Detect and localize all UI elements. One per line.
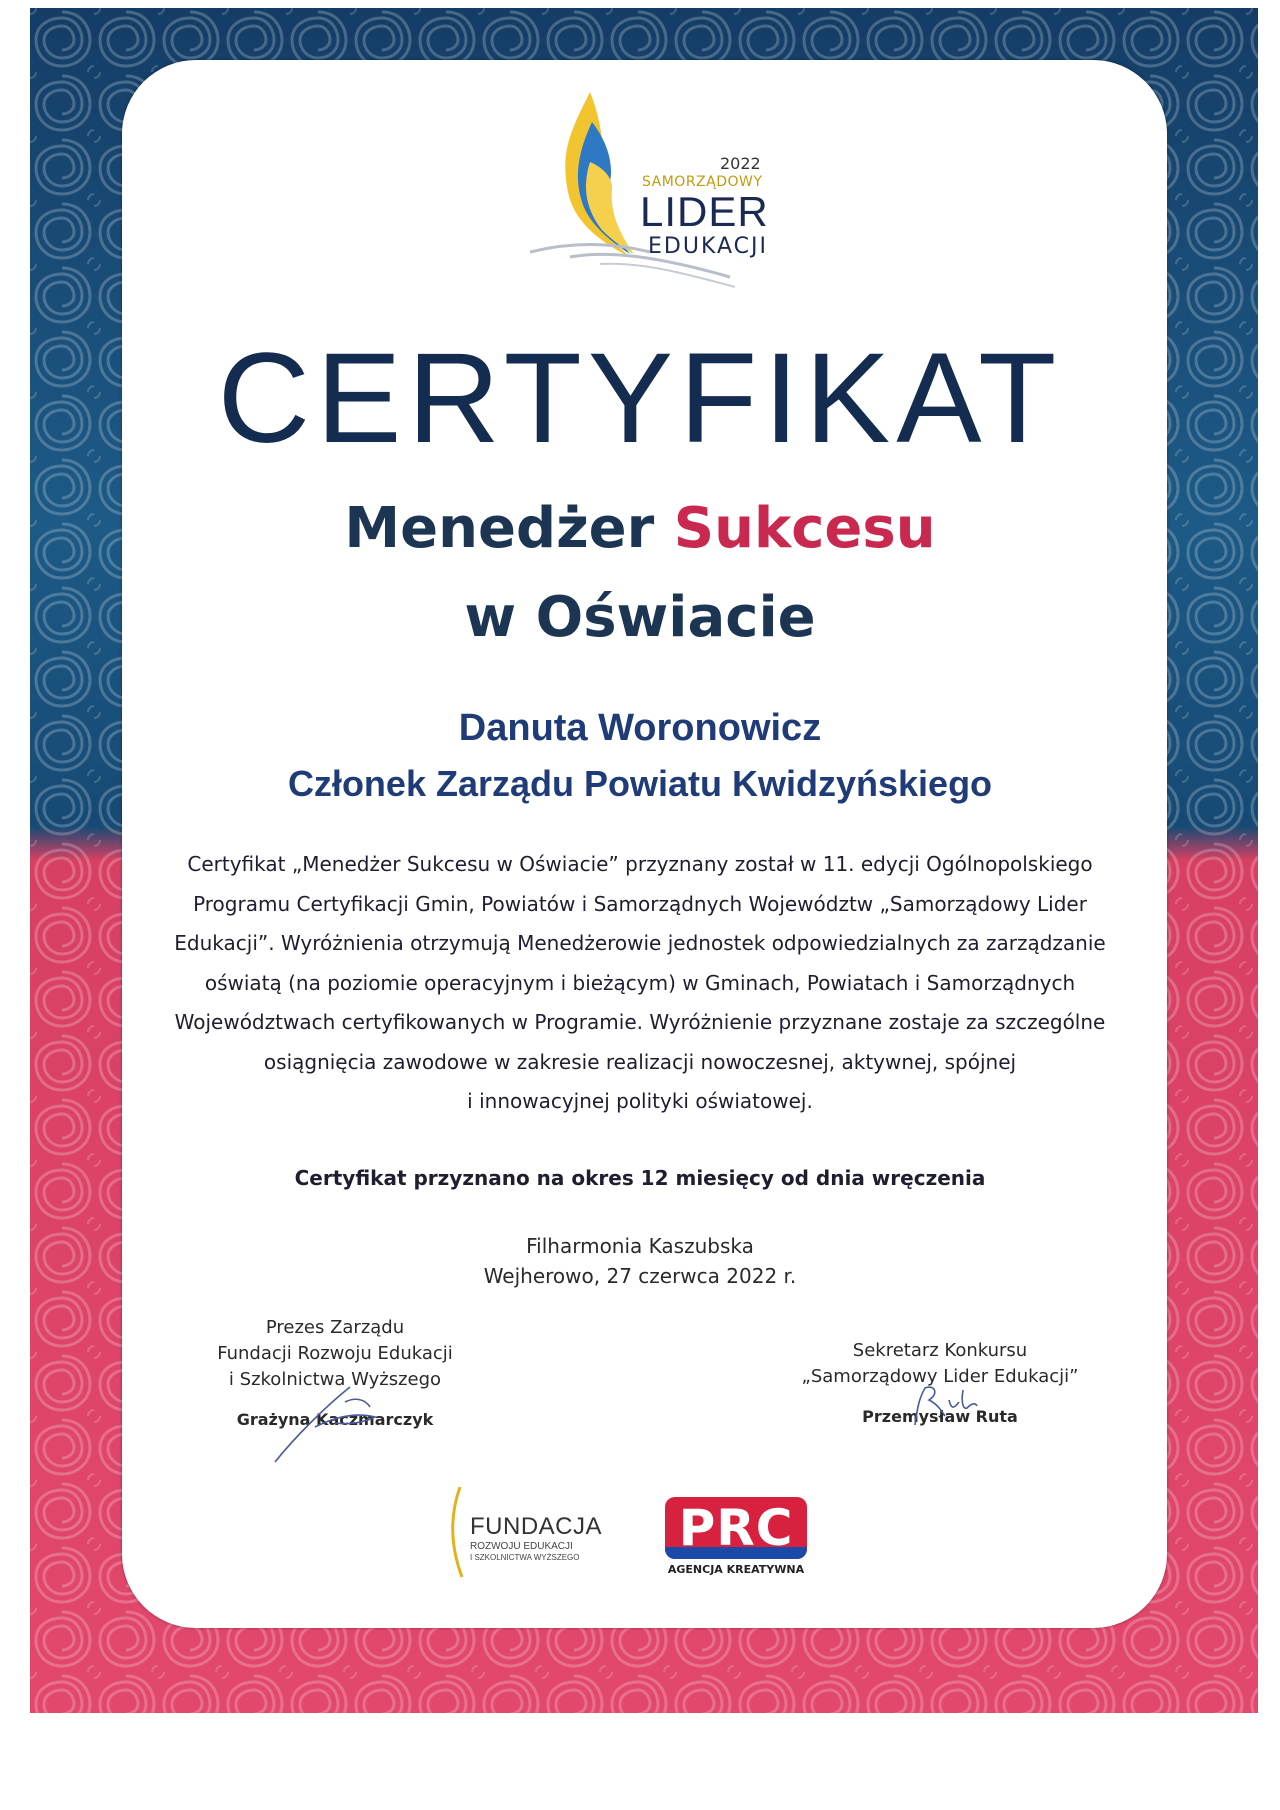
award-name-line1 bbox=[0, 496, 1280, 561]
prc-logo-letters: PRC bbox=[678, 1499, 794, 1557]
signer-title: Sekretarz Konkursu bbox=[852, 1340, 1028, 1361]
foundation-logo-line2: ROZWOJU EDUKACJI bbox=[470, 1541, 573, 1552]
handwritten-signature-right bbox=[905, 1380, 985, 1430]
foundation-logo-line3: I SZKOLNICTWA WYŻSZEGO bbox=[470, 1553, 580, 1562]
lider-edukacji-logo bbox=[530, 92, 769, 302]
venue-date: Wejherowo, 27 czerwca 2022 r. bbox=[483, 1264, 797, 1288]
signer-name: Grażyna Kaczmarczyk bbox=[236, 1410, 434, 1429]
signer-organization: Fundacji Rozwoju Edukacji bbox=[217, 1343, 453, 1364]
signer-organization-cont: i Szkolnictwa Wyższego bbox=[228, 1369, 442, 1390]
certificate-description bbox=[130, 845, 1150, 1122]
description-line: Programu Certyfikacji Gmin, Powiatów i Samorządnych Województw „Samorządowy Lider bbox=[193, 891, 1087, 916]
recipient-role: Członek Zarządu Powiatu Kwidzyńskiego bbox=[287, 763, 993, 804]
signer-organization: „Samorządowy Lider Edukacji” bbox=[801, 1366, 1079, 1387]
description-line: Województwach certyfikowanych w Programie. Wyróżnienie przyznane zostaje za szczególne bbox=[174, 1010, 1106, 1034]
logo-line-lider: LIDER bbox=[640, 188, 769, 235]
award-name-accent: Sukcesu bbox=[673, 496, 936, 561]
logo-line-samorzadowy: SAMORZĄDOWY bbox=[642, 174, 763, 190]
prc-logo-tagline: AGENCJA KREATYWNA bbox=[667, 1563, 805, 1576]
signature-left bbox=[185, 1315, 485, 1433]
signer-title: Prezes Zarządu bbox=[265, 1317, 405, 1338]
venue-block bbox=[0, 1231, 1280, 1291]
validity-period: Certyfikat przyznano na okres 12 miesięcy od dnia wręczenia bbox=[294, 1166, 986, 1190]
prc-logo bbox=[665, 1497, 807, 1559]
description-line: Certyfikat „Menedżer Sukcesu w Oświacie” przyznany został w 11. edycji Ogólnopolskiego bbox=[187, 852, 1093, 876]
description-line: osiągnięcia zawodowe w zakresie realizacji nowoczesnej, aktywnej, spójnej bbox=[263, 1049, 1017, 1074]
logo-line-edukacji: EDUKACJI bbox=[648, 234, 768, 259]
certificate-title: CERTYFIKAT bbox=[217, 327, 1063, 470]
foundation-logo bbox=[446, 1485, 616, 1580]
logo-year: 2022 bbox=[720, 154, 761, 173]
venue-place: Filharmonia Kaszubska bbox=[526, 1234, 754, 1258]
signer-name: Przemysław Ruta bbox=[862, 1407, 1018, 1426]
foundation-logo-line1: FUNDACJA bbox=[470, 1513, 603, 1540]
description-line: oświatą (na poziomie operacyjnym i bieżącym) w Gminach, Powiatach i Samorządnych bbox=[204, 970, 1076, 995]
flame-stroke-icon bbox=[446, 1485, 470, 1580]
signature-right bbox=[780, 1338, 1100, 1430]
handwritten-signature-left bbox=[255, 1377, 415, 1467]
award-name-line2: w Oświacie bbox=[464, 585, 816, 650]
description-line: i innowacyjnej polityki oświatowej. bbox=[467, 1089, 813, 1113]
description-line: Edukacji”. Wyróżnienia otrzymują Menedżerowie jednostek odpowiedzialnych za zarządzanie bbox=[174, 931, 1106, 955]
award-name-part: Menedżer bbox=[344, 496, 674, 561]
recipient-name: Danuta Woronowicz bbox=[458, 707, 822, 749]
